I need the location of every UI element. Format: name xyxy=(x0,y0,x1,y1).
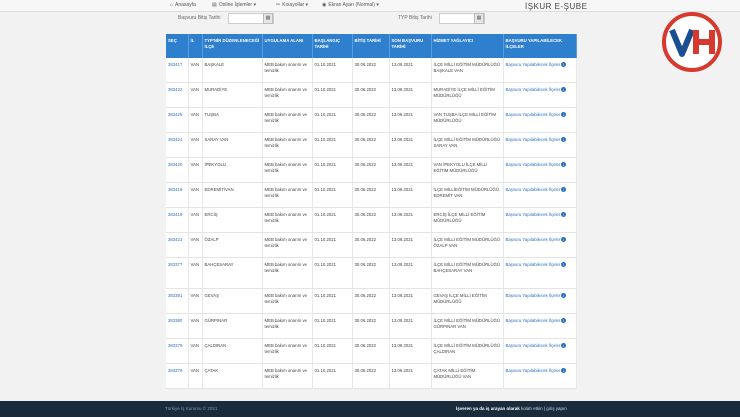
table-row xyxy=(166,289,576,314)
list-icon: ▤ xyxy=(212,2,217,8)
column-header: BAŞVURU YAPILABİLECEK İLÇELER xyxy=(503,34,576,58)
link-label[interactable]: Başvuru Yapılabilecek İlçeler xyxy=(505,368,561,373)
cell-son-basvuru: 13.09.2021 xyxy=(389,314,431,339)
column-header: BİTİŞ TARİHİ xyxy=(352,34,389,58)
cell-son-basvuru: 13.09.2021 xyxy=(389,208,431,233)
info-icon[interactable]: i xyxy=(561,112,566,117)
cell-hizmet: İLÇE MİLLİ EĞİTİM MÜDÜRLÜĞÜ ÖZALP VAN xyxy=(431,233,503,258)
row-id-link[interactable]: 383418 xyxy=(166,183,188,208)
cell-alan: MEB bakım onarım ve temizlik xyxy=(262,208,312,233)
nav-online-label: Online İşlemler xyxy=(218,2,253,8)
info-icon[interactable]: i xyxy=(561,318,566,323)
cell-alan: MEB bakım onarım ve temizlik xyxy=(262,314,312,339)
cell-bitis: 30.06.2022 xyxy=(352,314,389,339)
cell-alan: MEB bakım onarım ve temizlik xyxy=(262,364,312,389)
cell-basvuru-ilceler-link[interactable] xyxy=(503,158,576,183)
cell-il: VAN xyxy=(188,233,202,258)
cell-baslangic: 01.10.2021 xyxy=(312,158,352,183)
cell-basvuru-ilceler-link[interactable] xyxy=(503,133,576,158)
table-row xyxy=(166,108,576,133)
cell-baslangic: 01.10.2021 xyxy=(312,108,352,133)
column-header: İL xyxy=(188,34,202,58)
footer-link-2[interactable]: giriş yapın xyxy=(546,406,567,411)
cell-ilce: MURADİYE xyxy=(202,83,262,108)
cell-ilce: GÜRPINAR xyxy=(202,314,262,339)
cell-bitis: 30.06.2022 xyxy=(352,58,389,83)
cell-baslangic: 01.10.2021 xyxy=(312,58,352,83)
cell-basvuru-ilceler-link[interactable] xyxy=(503,208,576,233)
typ-table xyxy=(166,34,577,389)
footer-links xyxy=(456,406,567,411)
cell-ilce: TUŞBA xyxy=(202,108,262,133)
info-icon[interactable]: i xyxy=(561,293,566,298)
vh-logo xyxy=(660,10,724,74)
cell-son-basvuru: 13.09.2021 xyxy=(389,258,431,289)
row-id-link[interactable]: 383425 xyxy=(166,108,188,133)
top-navbar xyxy=(0,0,740,12)
info-icon[interactable]: i xyxy=(561,237,566,242)
cell-alan: MEB bakım onarım ve temizlik xyxy=(262,183,312,208)
cell-son-basvuru: 13.09.2021 xyxy=(389,233,431,258)
nav-kisayollar-label: Kısayollar xyxy=(282,2,305,8)
cell-ilce: GEVAŞ xyxy=(202,289,262,314)
cell-basvuru-ilceler-link[interactable] xyxy=(503,364,576,389)
cell-il: VAN xyxy=(188,158,202,183)
table-row xyxy=(166,339,576,364)
link-label[interactable]: Başvuru Yapılabilecek İlçeler xyxy=(505,212,561,217)
cell-hizmet: ÇATAK MİLLİ EĞİTİM MÜDÜRLÜĞÜ VAN xyxy=(431,364,503,389)
row-id-link[interactable]: 383380 xyxy=(166,314,188,339)
cell-il: VAN xyxy=(188,289,202,314)
footer-tagline: İşveren ya da iş arayan olarak xyxy=(456,406,520,411)
cell-bitis: 30.06.2022 xyxy=(352,133,389,158)
cell-alan: MEB bakım onarım ve temizlik xyxy=(262,158,312,183)
link-label[interactable]: Başvuru Yapılabilecek İlçeler xyxy=(505,137,561,142)
cell-hizmet: İLÇE MİLLİEĞİTİM MÜDÜRLÜĞÜ EDREMİT VAN xyxy=(431,183,503,208)
cell-ilce: ÇALDIRAN xyxy=(202,339,262,364)
info-icon[interactable]: i xyxy=(561,87,566,92)
cell-bitis: 30.06.2022 xyxy=(352,208,389,233)
nav-kisayollar[interactable] xyxy=(276,2,308,8)
cell-hizmet: İLÇE MİLLİ EĞİTİM MÜDÜRLÜĞÜ GÜRPINAR VAN xyxy=(431,314,503,339)
cell-il: VAN xyxy=(188,339,202,364)
cell-alan: MEB bakım onarım ve temizlik xyxy=(262,339,312,364)
link-label[interactable]: Başvuru Yapılabilecek İlçeler xyxy=(505,62,561,67)
cell-son-basvuru: 13.09.2021 xyxy=(389,339,431,364)
row-id-link[interactable]: 383419 xyxy=(166,208,188,233)
table-row xyxy=(166,208,576,233)
cell-baslangic: 01.10.2021 xyxy=(312,289,352,314)
column-header: SEÇ xyxy=(166,34,188,58)
cell-son-basvuru: 13.09.2021 xyxy=(389,83,431,108)
cell-baslangic: 01.10.2021 xyxy=(312,364,352,389)
cell-hizmet: İLÇE MİLLİ EĞİTİM MÜDÜRLÜĞÜ BAHÇESARAY VAN xyxy=(431,258,503,289)
cell-basvuru-ilceler-link[interactable] xyxy=(503,314,576,339)
cell-il: VAN xyxy=(188,108,202,133)
table-header-row xyxy=(166,34,576,58)
table-row xyxy=(166,158,576,183)
footer-link-1[interactable]: kolah etkin xyxy=(521,406,543,411)
cell-baslangic: 01.10.2021 xyxy=(312,233,352,258)
column-header: UYGULAMA ALANI xyxy=(262,34,312,58)
cell-hizmet: VAN İPEKYOLU İLÇE MİLLİ EĞİTİM MÜDÜRLÜĞÜ xyxy=(431,158,503,183)
link-label[interactable]: Başvuru Yapılabilecek İlçeler xyxy=(505,112,561,117)
table-row xyxy=(166,183,576,208)
row-id-link[interactable]: 383417 xyxy=(166,58,188,83)
cell-baslangic: 01.10.2021 xyxy=(312,183,352,208)
cell-son-basvuru: 13.09.2021 xyxy=(389,108,431,133)
nav-home[interactable] xyxy=(170,2,196,8)
cell-ilce: BAŞKALE xyxy=(202,58,262,83)
cell-ilce: BAHÇESARAY xyxy=(202,258,262,289)
chevron-down-icon: ▾ xyxy=(376,2,379,8)
cell-alan: MEB bakım onarım ve temizlik xyxy=(262,108,312,133)
cell-basvuru-ilceler-link[interactable] xyxy=(503,258,576,289)
cell-ilce: SARAY VAN xyxy=(202,133,262,158)
cell-bitis: 30.06.2022 xyxy=(352,183,389,208)
calendar-icon[interactable]: ▦ xyxy=(474,13,484,24)
cell-son-basvuru: 13.09.2021 xyxy=(389,364,431,389)
cell-baslangic: 01.10.2021 xyxy=(312,258,352,289)
calendar-icon[interactable]: ▦ xyxy=(263,13,273,24)
table-body xyxy=(166,58,576,389)
nav-ekran-ayari[interactable] xyxy=(322,2,379,8)
cell-il: VAN xyxy=(188,83,202,108)
cell-son-basvuru: 13.09.2021 xyxy=(389,158,431,183)
footer xyxy=(0,401,740,417)
table-row xyxy=(166,133,576,158)
cell-ilce: ÇATAK xyxy=(202,364,262,389)
nav-online-islemler[interactable] xyxy=(212,2,256,8)
home-icon: ⌂ xyxy=(170,2,174,8)
brand-title: İŞKUR E-ŞUBE xyxy=(525,2,588,11)
cell-ilce: ERCİŞ xyxy=(202,208,262,233)
link-label[interactable]: Başvuru Yapılabilecek İlçeler xyxy=(505,293,561,298)
column-header: SON BAŞVURU TARİHİ xyxy=(389,34,431,58)
cell-basvuru-ilceler-link[interactable] xyxy=(503,183,576,208)
row-id-link[interactable]: 383377 xyxy=(166,258,188,289)
info-icon[interactable]: i xyxy=(561,162,566,167)
cell-bitis: 30.06.2022 xyxy=(352,108,389,133)
cell-baslangic: 01.10.2021 xyxy=(312,133,352,158)
table-row xyxy=(166,58,576,83)
cell-basvuru-ilceler-link[interactable] xyxy=(503,108,576,133)
cell-basvuru-ilceler-link[interactable] xyxy=(503,233,576,258)
row-id-link[interactable]: 383381 xyxy=(166,289,188,314)
table-row xyxy=(166,258,576,289)
row-id-link[interactable]: 383379 xyxy=(166,339,188,364)
info-icon[interactable]: i xyxy=(561,343,566,348)
cell-hizmet: ERCİŞ İLÇE MİLLİ EĞİTİM MÜDÜRLÜĞÜ xyxy=(431,208,503,233)
table-row xyxy=(166,83,576,108)
cell-baslangic: 01.10.2021 xyxy=(312,83,352,108)
link-label[interactable]: Başvuru Yapılabilecek İlçeler xyxy=(505,87,561,92)
nav-home-label: Anasayfa xyxy=(175,2,196,8)
column-header: HİZMET YAĞLAYICI xyxy=(431,34,503,58)
tools-icon: ✂ xyxy=(276,2,281,8)
info-icon[interactable]: i xyxy=(561,262,566,267)
info-icon[interactable]: i xyxy=(561,137,566,142)
cell-hizmet: GEVAŞ İLÇE MİLLİ EĞİTİM MÜDÜRLÜĞÜ xyxy=(431,289,503,314)
cell-alan: MEB bakım onarım ve temizlik xyxy=(262,83,312,108)
cell-basvuru-ilceler-link[interactable] xyxy=(503,83,576,108)
row-id-link[interactable]: 383424 xyxy=(166,133,188,158)
cell-il: VAN xyxy=(188,133,202,158)
filter-start-label: Başvuru Bitiş Tarihi xyxy=(178,15,221,21)
cell-alan: MEB bakım onarım ve temizlik xyxy=(262,58,312,83)
cell-bitis: 30.06.2022 xyxy=(352,233,389,258)
info-icon[interactable]: i xyxy=(561,187,566,192)
row-id-link[interactable]: 383422 xyxy=(166,83,188,108)
cell-baslangic: 01.10.2021 xyxy=(312,339,352,364)
cell-il: VAN xyxy=(188,258,202,289)
nav-ekran-label: Ekran Ayarı (Normal) xyxy=(328,2,375,8)
cell-alan: MEB bakım onarım ve temizlik xyxy=(262,289,312,314)
filter-end-label: TYP Bitiş Tarihi xyxy=(398,15,432,21)
cell-bitis: 30.06.2022 xyxy=(352,158,389,183)
cell-basvuru-ilceler-link[interactable] xyxy=(503,58,576,83)
cell-bitis: 30.06.2022 xyxy=(352,83,389,108)
cell-il: VAN xyxy=(188,183,202,208)
cell-son-basvuru: 13.09.2021 xyxy=(389,289,431,314)
cell-bitis: 30.06.2022 xyxy=(352,258,389,289)
info-icon[interactable]: i xyxy=(561,368,566,373)
cell-il: VAN xyxy=(188,208,202,233)
cell-il: VAN xyxy=(188,364,202,389)
cell-hizmet: İLÇE MİLLİ EĞİTİM MÜDÜRLÜĞÜ SARAY VAN xyxy=(431,133,503,158)
cell-basvuru-ilceler-link[interactable] xyxy=(503,339,576,364)
table-row xyxy=(166,233,576,258)
cell-bitis: 30.06.2022 xyxy=(352,339,389,364)
cell-alan: MEB bakım onarım ve temizlik xyxy=(262,133,312,158)
cell-son-basvuru: 13.09.2021 xyxy=(389,58,431,83)
column-header: BAŞLANGIÇ TARİHİ xyxy=(312,34,352,58)
link-label[interactable]: Başvuru Yapılabilecek İlçeler xyxy=(505,187,561,192)
cell-ilce: EDREMİT/VAN xyxy=(202,183,262,208)
cell-hizmet: İLÇE MİLLİ EĞİTİM MÜDÜRLÜĞÜ ÇALDIRAN xyxy=(431,339,503,364)
footer-sep: | xyxy=(543,406,546,411)
info-icon[interactable]: i xyxy=(561,212,566,217)
link-label[interactable]: Başvuru Yapılabilecek İlçeler xyxy=(505,262,561,267)
cell-il: VAN xyxy=(188,58,202,83)
cell-hizmet: İLÇE MİLLİ EĞİTİM MÜDÜRLÜĞÜ BAŞKALE VAN xyxy=(431,58,503,83)
cell-baslangic: 01.10.2021 xyxy=(312,314,352,339)
link-label[interactable]: Başvuru Yapılabilecek İlçeler xyxy=(505,237,561,242)
eye-icon: ◉ xyxy=(322,2,327,8)
table-row xyxy=(166,314,576,339)
column-header: TYP'NİN DÜZENLENECEĞİ İLÇE xyxy=(202,34,262,58)
link-label[interactable]: Başvuru Yapılabilecek İlçeler xyxy=(505,162,561,167)
cell-hizmet: VAN TUŞBA İLÇE MİLLİ EĞİTİM MÜDÜRLÜĞÜ xyxy=(431,108,503,133)
cell-alan: MEB bakım onarım ve temizlik xyxy=(262,233,312,258)
link-label[interactable]: Başvuru Yapılabilecek İlçeler xyxy=(505,343,561,348)
footer-copyright: Türkiye İş Kurumu © 2021 xyxy=(165,406,218,411)
cell-son-basvuru: 13.09.2021 xyxy=(389,133,431,158)
chevron-down-icon: ▾ xyxy=(253,2,256,8)
cell-il: VAN xyxy=(188,314,202,339)
cell-ilce: ÖZALP xyxy=(202,233,262,258)
row-id-link[interactable]: 383378 xyxy=(166,364,188,389)
link-label[interactable]: Başvuru Yapılabilecek İlçeler xyxy=(505,318,561,323)
info-icon[interactable]: i xyxy=(561,62,566,67)
row-id-link[interactable]: 383420 xyxy=(166,158,188,183)
row-id-link[interactable]: 383423 xyxy=(166,233,188,258)
cell-bitis: 30.06.2022 xyxy=(352,364,389,389)
cell-basvuru-ilceler-link[interactable] xyxy=(503,289,576,314)
cell-alan: MEB bakım onarım ve temizlik xyxy=(262,258,312,289)
cell-ilce: İPEKYOLU xyxy=(202,158,262,183)
cell-son-basvuru: 13.09.2021 xyxy=(389,183,431,208)
chevron-down-icon: ▾ xyxy=(305,2,309,8)
cell-bitis: 30.06.2022 xyxy=(352,289,389,314)
cell-baslangic: 01.10.2021 xyxy=(312,208,352,233)
cell-hizmet: MURADİYE İLÇE MİLLİ EĞİTİM MÜDÜRLÜĞÜ xyxy=(431,83,503,108)
table-row xyxy=(166,364,576,389)
